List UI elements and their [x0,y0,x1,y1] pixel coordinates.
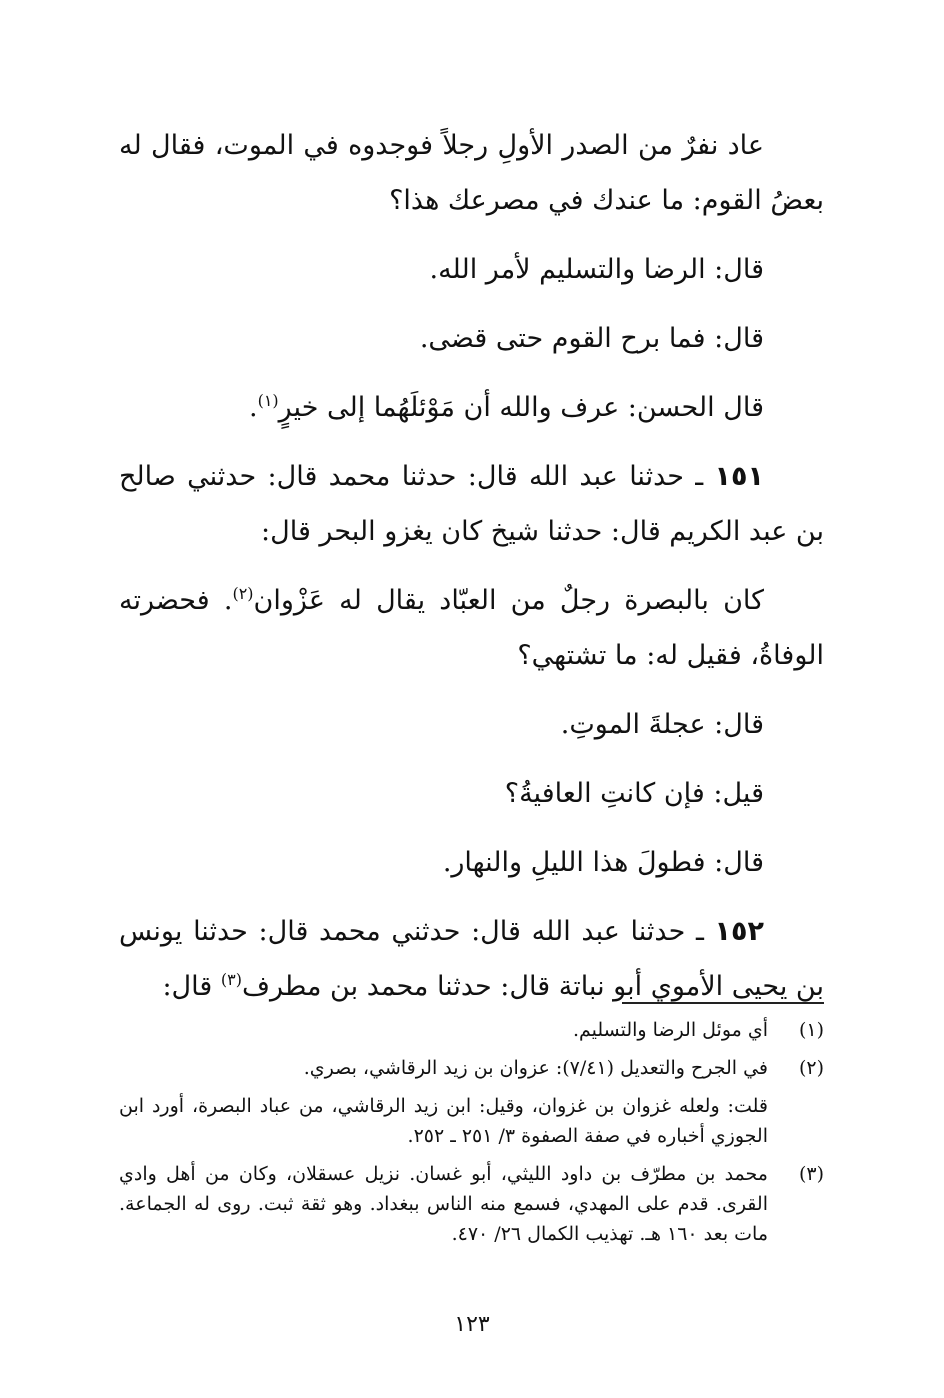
paragraph-9 [119,835,824,890]
paragraph-2 [119,242,824,297]
paragraph-3 [119,311,824,366]
footnote-ref-1: (١) [257,391,279,410]
paragraph-3-text: قال: فما برح القوم حتى قضى. [419,323,764,354]
paragraph-8-text: قيل: فإن كانتِ العافيةُ؟ [504,778,764,809]
paragraph-6-text-a: كان بالبصرة رجلٌ من العبّاد يقال له عَزْوان [253,585,765,616]
hadith-151-text: ـ حدثنا عبد الله قال: حدثنا محمد قال: حدثني صالح بن عبد الكريم قال: حدثنا شيخ كان يغزو البحر قال: [119,461,824,547]
footnote-2 [119,1053,824,1083]
paragraph-9-text: قال: فطولَ هذا الليلِ والنهار. [442,847,764,878]
paragraph-6 [119,573,824,683]
footnote-2-text: في الجرح والتعديل (٧/٤١): عزوان بن زيد الرقاشي، بصري. [303,1057,768,1079]
paragraph-8 [119,766,824,821]
footnote-1-number: (١) [798,1019,824,1041]
footnote-1-text: أي موئل الرضا والتسليم. [572,1019,768,1041]
paragraph-1 [119,118,824,228]
paragraph-1-text: عاد نفرٌ من الصدر الأولِ رجلاً فوجدوه في الموت، فقال له بعضُ القوم: ما عندك في مصرعك هذا؟ [119,130,824,216]
footnote-divider [622,1002,824,1004]
main-text [119,118,824,1014]
paragraph-7 [119,697,824,752]
paragraph-6-text-b: . فحضرته الوفاةُ، فقيل له: ما تشتهي؟ [119,585,824,671]
paragraph-4-text: قال الحسن: عرف والله أن مَوْئلَهُما إلى خيرٍ [278,392,764,423]
footnote-1 [119,1015,824,1045]
page-number: ١٢٣ [454,1312,490,1337]
footnote-3-number: (٣) [798,1163,824,1185]
footnotes [119,1015,824,1257]
hadith-152-text-b: قال: [162,971,221,1002]
paragraph-4 [119,380,824,435]
footnote-2-number: (٢) [798,1057,824,1079]
footnote-3 [119,1159,824,1249]
paragraph-2-text: قال: الرضا والتسليم لأمر الله. [429,254,764,285]
hadith-number-151: ١٥١ [714,461,764,492]
paragraph-4-end: . [248,392,258,423]
hadith-number-152: ١٥٢ [714,916,764,947]
hadith-151 [119,449,824,559]
paragraph-7-text: قال: عجلةَ الموتِ. [560,709,764,740]
hadith-152 [119,904,824,1014]
footnote-ref-3: (٣) [220,970,242,989]
hadith-152-text-a: ـ حدثنا عبد الله قال: حدثني محمد قال: حدثنا يونس بن يحيى الأموي أبو نباتة قال: حدثنا محمد بن مطرف [119,916,824,1002]
footnote-2-continuation: قلت: ولعله غزوان بن غزوان، وقيل: ابن زيد الرقاشي، من عباد البصرة، أورد ابن الجوزي أخباره في صفة الصفوة ٣/ ٢٥١ ـ ٢٥٢. [119,1095,768,1147]
footnote-ref-2: (٢) [232,584,254,603]
footnote-3-text: محمد بن مطرّف بن داود الليثي، أبو غسان. نزيل عسقلان، وكان من أهل وادي القرى. قدم على المهدي، فسمع منه الناس ببغداد. وهو ثقة ثبت. روى له الجماعة. مات بعد ١٦٠ هـ. تهذيب الكمال ٢٦/ ٤٧٠. [119,1163,768,1245]
